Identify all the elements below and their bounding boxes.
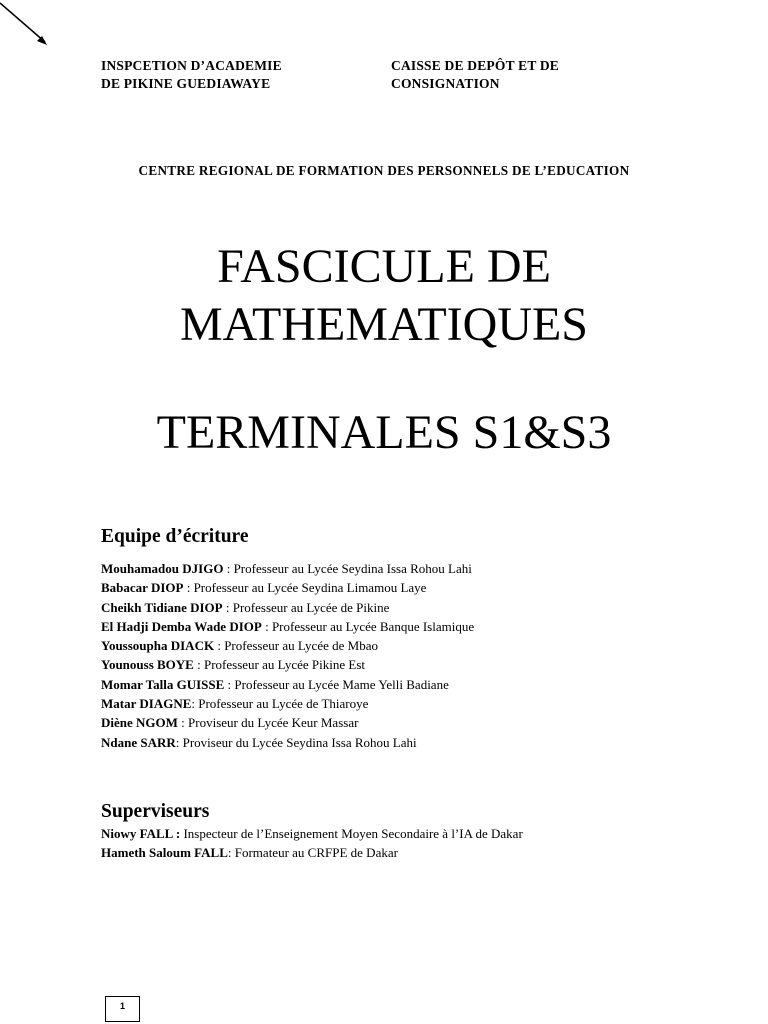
member-name: Momar Talla GUISSE [101,676,225,692]
member-role: Inspecteur de l’Enseignement Moyen Secondaire à l’IA de Dakar [180,826,523,841]
member-name: Cheikh Tidiane DIOP [101,599,223,615]
member-name: Mouhamadou DJIGO [101,561,224,576]
main-title-line2: MATHEMATIQUES [180,298,588,351]
corner-arrow-icon [0,0,52,48]
header-caisse [391,57,559,92]
list-item [101,559,474,578]
centre-title: CENTRE REGIONAL DE FORMATION DES PERSONNELS DE L’EDUCATION [138,163,630,178]
member-role: : Professeur au Lycée de Thiaroye [191,696,369,712]
member-role: : Professeur au Lycée Pikine Est [193,657,365,673]
member-name: Youssoupha DIACK [101,638,215,654]
member-name: Ndane SARR [101,734,176,750]
header-left-line2: DE PIKINE GUEDIAWAYE [101,75,271,91]
list-item [101,598,474,617]
member-role: : Professeur au Lycée Banque Islamique [261,618,475,634]
header-right-line1: CAISSE DE DEPÔT ET DE [391,58,560,73]
member-name: Hameth Saloum FALL [101,845,228,861]
list-item [101,655,474,674]
list-item [101,694,474,713]
list-item [101,675,474,694]
member-name: Babacar DIOP [101,580,184,596]
header-left-line1: INSPCETION D’ACADEMIE [101,58,282,73]
list-item [101,824,523,843]
member-role: : Proviseur du Lycée Seydina Issa Rohou Lahi [175,734,417,750]
member-role: : Professeur au Lycée de Mbao [214,638,378,654]
main-title-line1: FASCICULE DE [217,240,551,293]
member-name: Diène NGOM [101,715,178,731]
member-role: : Professeur au Lycée Seydina Limamou Laye [183,580,427,596]
member-name: Younouss BOYE [101,657,194,673]
header-right-line2: CONSIGNATION [391,75,500,91]
member-role: : Professeur au Lycée Seydina Issa Rohou Lahi [223,561,472,576]
member-role: : Formateur au CRFPE de Dakar [227,845,398,861]
team-heading: Equipe d’écriture [101,526,249,547]
member-role: : Professeur au Lycée de Pikine [222,599,390,615]
supervisors-list [101,824,523,863]
member-name: Niowy FALL : [101,826,181,841]
page-number: 1 [105,996,140,1022]
member-role: : Professeur au Lycée Mame Yelli Badiane [224,676,449,692]
header-inspection [101,57,282,92]
list-item [101,617,474,636]
list-item [101,578,474,597]
list-item [101,733,474,752]
member-name: El Hadji Demba Wade DIOP [101,618,262,634]
supervisors-heading: Superviseurs [101,801,210,822]
list-item [101,843,523,862]
member-role: : Proviseur du Lycée Keur Massar [177,715,359,731]
main-title [0,238,768,354]
team-list [101,559,474,752]
list-item [101,713,474,732]
sub-title: TERMINALES S1&S3 [156,406,612,459]
member-name: Matar DIAGNE [101,696,192,712]
list-item [101,636,474,655]
